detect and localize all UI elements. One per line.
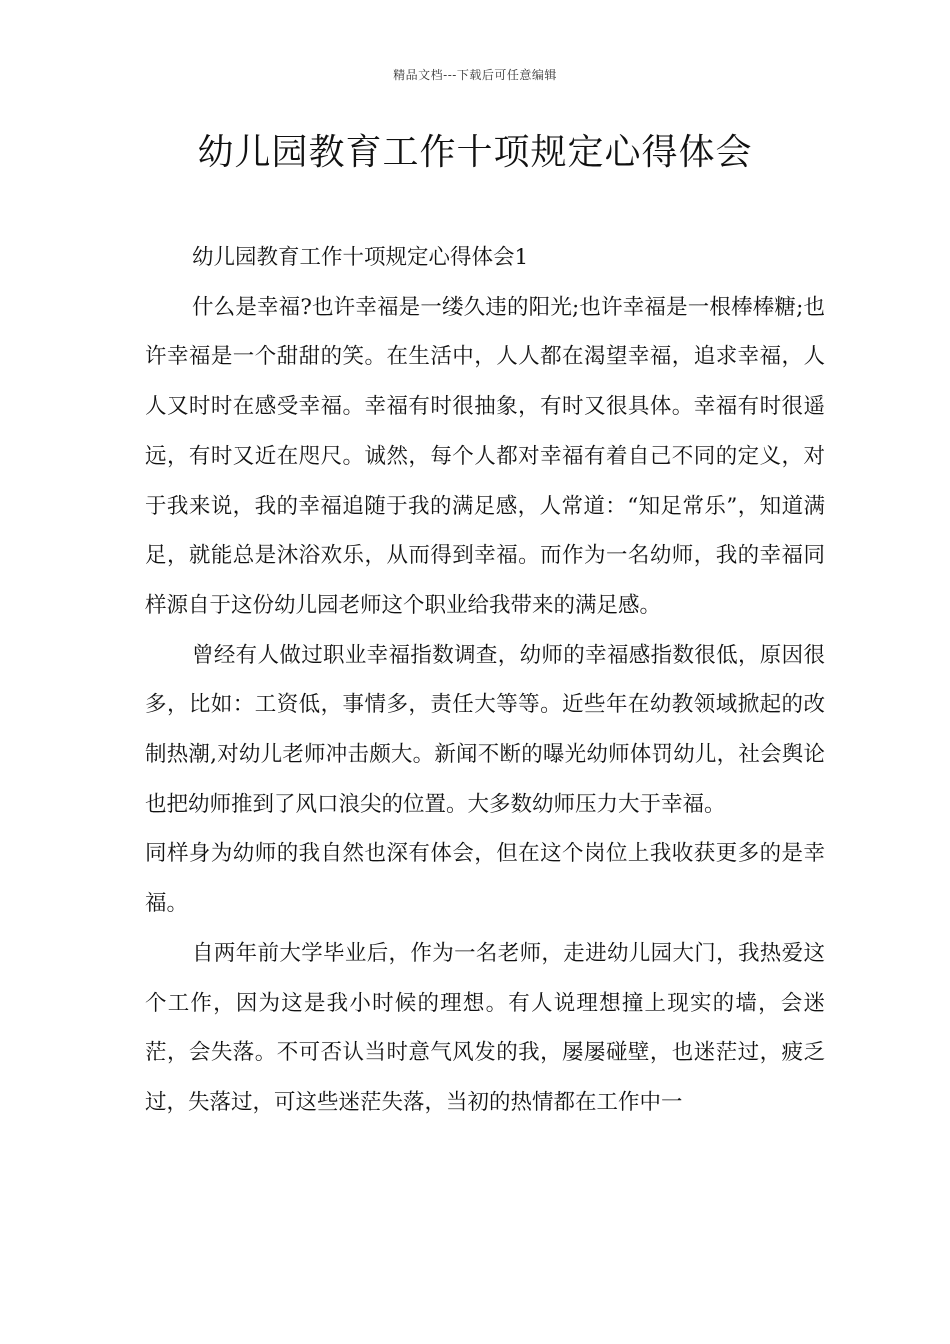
document-title: 幼儿园教育工作十项规定心得体会 (197, 132, 753, 173)
header-note: 精品文档---下载后可任意编辑 (393, 68, 557, 82)
document-body (145, 233, 825, 1128)
paragraph: 什么是幸福?也许幸福是一缕久违的阳光;也许幸福是一根棒棒糖;也许幸福是一个甜甜的笑。在生活中，人人都在渴望幸福，追求幸福，人人又时时在感受幸福。幸福有时很抽象，有时又很具体。幸福有时很遥远，有时又近在咫尺。诚然，每个人都对幸福有着自己不同的定义，对于我来说，我的幸福追随于我的满足感，人常道：“知足常乐”，知道满足，就能总是沐浴欢乐，从而得到幸福。而作为一名幼师，我的幸福同样源自于这份幼儿园老师这个职业给我带来的满足感。 (145, 294, 825, 618)
paragraph: 曾经有人做过职业幸福指数调查，幼师的幸福感指数很低，原因很多，比如：工资低，事情多，责任大等等。近些年在幼教领域掀起的改制热潮,对幼儿老师冲击颇大。新闻不断的曝光幼师体罚幼儿，社会舆论也把幼师推到了风口浪尖的位置。大多数幼师压力大于幸福。 (145, 642, 825, 817)
section-heading: 幼儿园教育工作十项规定心得体会1 (192, 245, 529, 270)
paragraph: 自两年前大学毕业后，作为一名老师，走进幼儿园大门，我热爱这个工作，因为这是我小时候的理想。有人说理想撞上现实的墙，会迷茫，会失落。不可否认当时意气风发的我，屡屡碰壁，也迷茫过，疲乏过，失落过，可这些迷茫失落，当初的热情都在工作中一 (145, 940, 825, 1115)
paragraph: 同样身为幼师的我自然也深有体会，但在这个岗位上我收获更多的是幸福。 (145, 841, 825, 917)
